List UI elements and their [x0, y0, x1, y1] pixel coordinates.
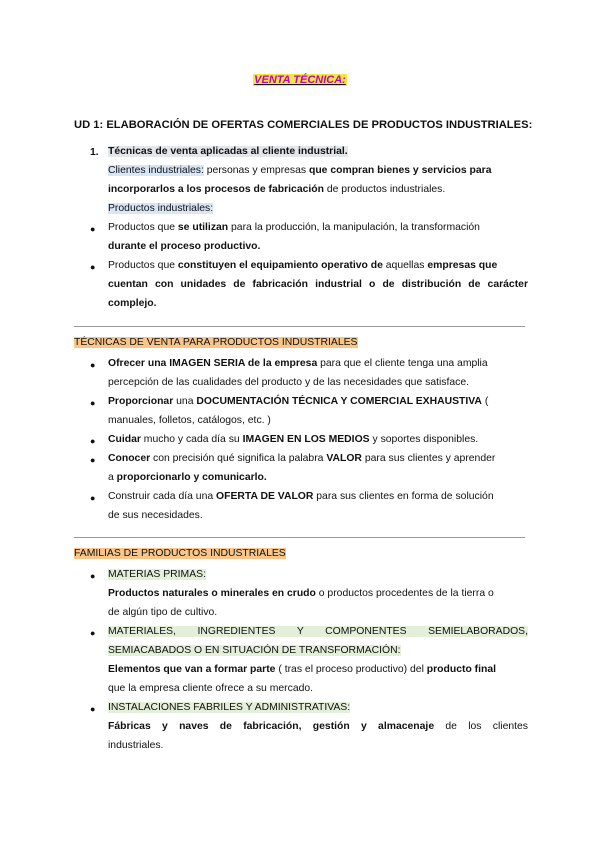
familia-3-label: INSTALACIONES FABRILES Y ADMINISTRATIVAS:: [108, 702, 351, 713]
familia-1-label: MATERIAS PRIMAS:: [108, 569, 206, 580]
bullet-icon: ●: [90, 436, 96, 446]
productos-bullet-1-line-2: durante el proceso productivo.: [108, 241, 261, 252]
familia-3-line-2: industriales.: [108, 740, 164, 751]
tecnica-5-line-1: Construir cada día una OFERTA DE VALOR para sus clientes en forma de solución: [108, 491, 494, 502]
divider: [74, 537, 525, 538]
tecnica-2-line-1: Proporcionar una DOCUMENTACIÓN TÉCNICA Y COMERCIAL EXHAUSTIVA (: [108, 396, 489, 407]
bullet-icon: ●: [90, 571, 96, 581]
section-number: 1.: [90, 147, 99, 158]
bullet-icon: ●: [90, 224, 96, 234]
familia-2-line-2: que la empresa cliente ofrece a su mercado.: [108, 683, 314, 694]
bullet-icon: ●: [90, 704, 96, 714]
familia-2-label-1: MATERIALES, INGREDIENTES Y COMPONENTES SEMIELABORADOS,: [108, 626, 528, 637]
productos-label-line: Productos industriales:: [108, 203, 214, 214]
bullet-icon: ●: [90, 360, 96, 370]
productos-bullet-2-line-2: cuentan con unidades de fabricación industrial o de distribución de carácter: [108, 279, 528, 290]
familia-3-line-1: Fábricas y naves de fabricación, gestión y almacenaje de los clientes: [108, 721, 528, 732]
section-heading-familias: FAMILIAS DE PRODUCTOS INDUSTRIALES: [74, 548, 286, 559]
bullet-icon: ●: [90, 398, 96, 408]
tecnica-5-line-2: de sus necesidades.: [108, 510, 203, 521]
familia-2-line-1: Elementos que van a formar parte ( tras el proceso productivo) del producto final: [108, 664, 497, 675]
tecnica-1-line-2: percepción de las cualidades del producto y de las necesidades que satisface.: [108, 377, 470, 388]
bullet-icon: ●: [90, 262, 96, 272]
familia-1-line-2: de algún tipo de cultivo.: [108, 607, 218, 618]
productos-bullet-1-line-1: Productos que se utilizan para la producción, la manipulación, la transformación: [108, 222, 480, 233]
tecnica-4-line-2: a proporcionarlo y comunicarlo.: [108, 472, 267, 483]
clientes-line-1: Clientes industriales: personas y empresas que compran bienes y servicios para: [108, 165, 492, 176]
unit-heading: UD 1: ELABORACIÓN DE OFERTAS COMERCIALES DE PRODUCTOS INDUSTRIALES:: [74, 119, 533, 131]
document-title: VENTA TÉCNICA:: [254, 74, 346, 86]
productos-bullet-2-line-3: complejo.: [108, 298, 157, 309]
divider: [74, 326, 525, 327]
tecnica-2-line-2: manuales, folletos, catálogos, etc. ): [108, 415, 271, 426]
familia-2-label-2: SEMIACABADOS O EN SITUACIÓN DE TRANSFORMACIÓN:: [108, 645, 401, 656]
clientes-line-2: incorporarlos a los procesos de fabricación de productos industriales.: [108, 184, 446, 195]
tecnica-4-line-1: Conocer con precisión qué significa la palabra VALOR para sus clientes y aprender: [108, 453, 496, 464]
bullet-icon: ●: [90, 628, 96, 638]
section-heading-tecnicas: TÉCNICAS DE VENTA PARA PRODUCTOS INDUSTRIALES: [74, 337, 358, 348]
tecnica-1-line-1: Ofrecer una IMAGEN SERIA de la empresa para que el cliente tenga una amplia: [108, 358, 488, 369]
familia-1-line-1: Productos naturales o minerales en crudo o productos procedentes de la tierra o: [108, 588, 494, 599]
bullet-icon: ●: [90, 493, 96, 503]
productos-bullet-2-line-1: Productos que constituyen el equipamiento operativo de aquellas empresas que: [108, 260, 498, 271]
section-heading: Técnicas de venta aplicadas al cliente industrial.: [108, 146, 348, 157]
tecnica-3-line-1: Cuidar mucho y cada día su IMAGEN EN LOS MEDIOS y soportes disponibles.: [108, 434, 479, 445]
bullet-icon: ●: [90, 455, 96, 465]
